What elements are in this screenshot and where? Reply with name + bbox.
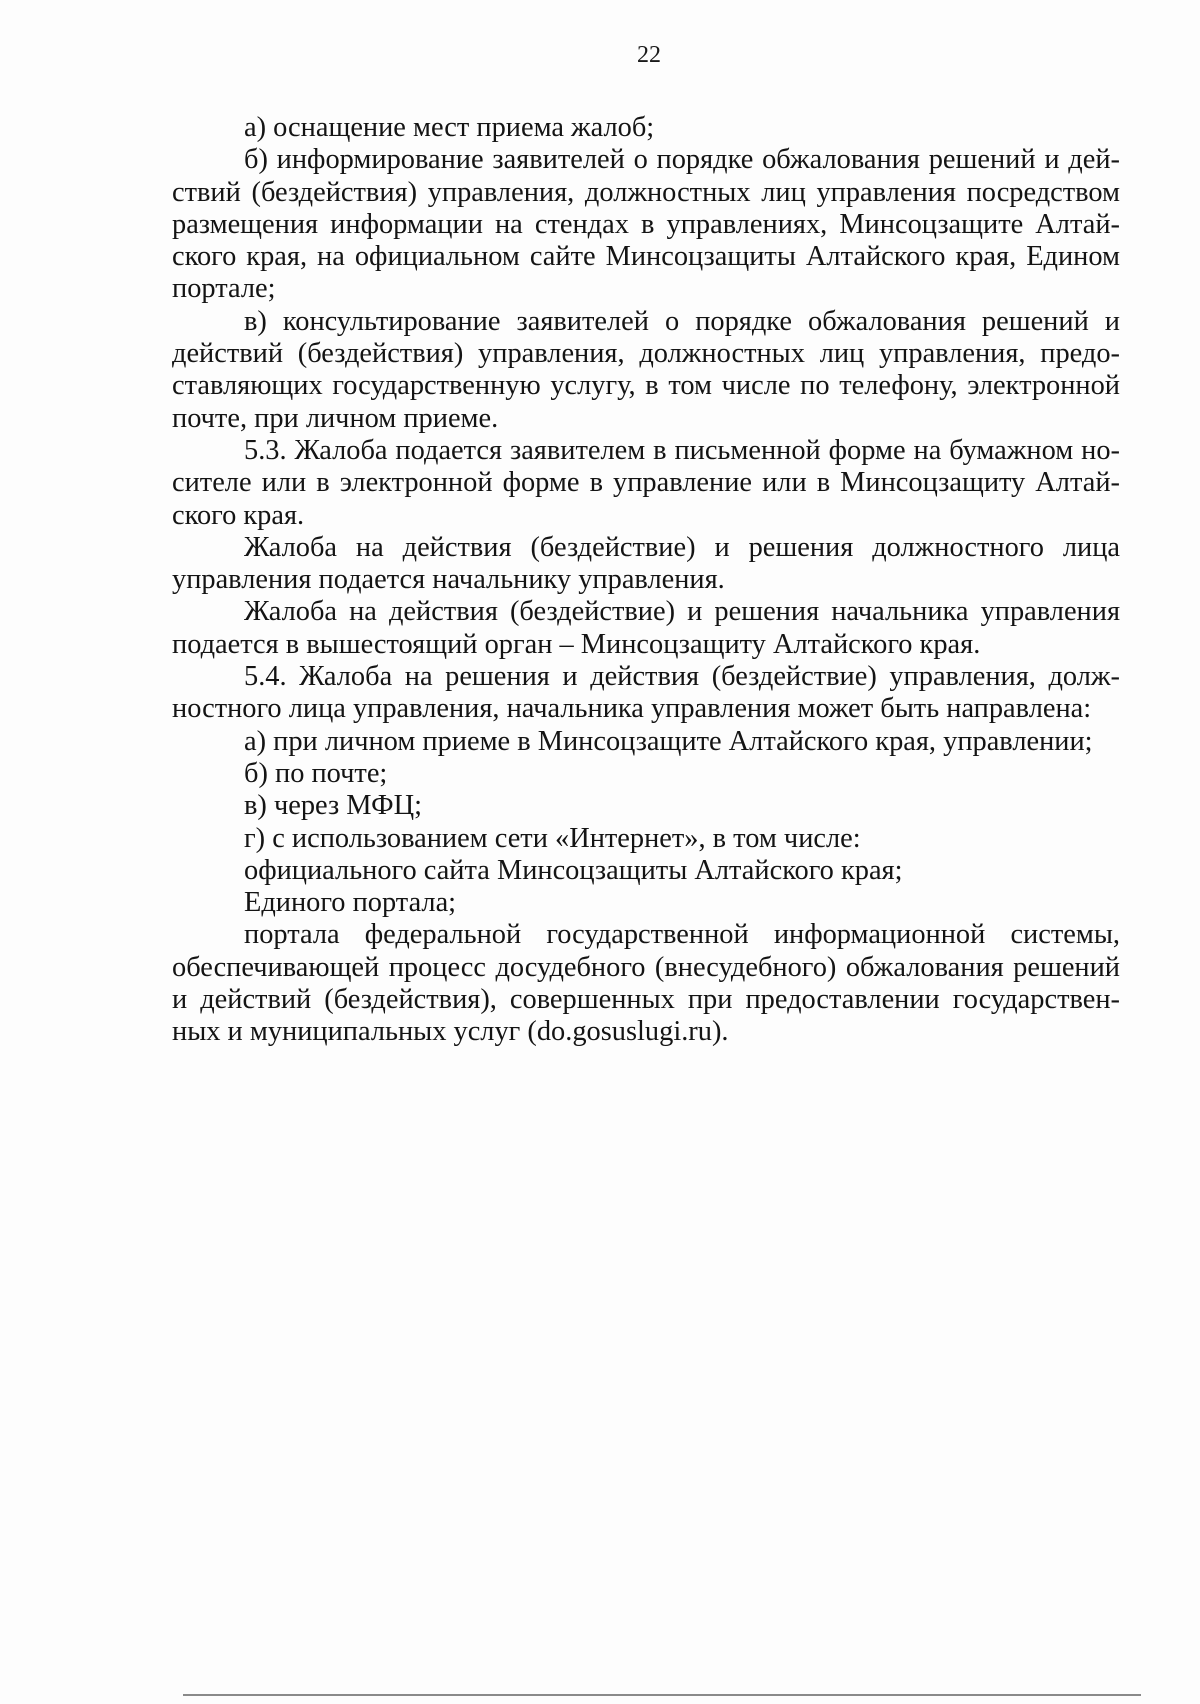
document-body <box>172 112 1120 1049</box>
list-item-unified-portal: Единого портала; <box>244 887 457 919</box>
list-item-federal-portal: портала федеральной государственной информационной системы, обеспечивающей процесс досудебного (внесудебного) обжалования решений и действий (бездействия), совершенных при предоставлении государственных и муниципальных услуг (do.gosuslugi.ru). <box>172 919 1120 1048</box>
paragraph-complaint-head: Жалоба на действия (бездействие) и решения начальника управления подается в вышестоящий орган – Минсоцзащиту Алтайского края. <box>172 596 1120 660</box>
bottom-scan-edge-line <box>183 1694 1141 1696</box>
paragraph-complaint-official: Жалоба на действия (бездействие) и решения должностного лица управления подается начальнику управления. <box>172 531 1120 596</box>
paragraph-consulting-applicants: в) консультирование заявителей о порядке обжалования решений и действий (бездействия) управления, должностных лиц управления, предоставляющих государственную услугу, в том числе по телефону, электронной почте, при личном приеме. <box>172 305 1120 434</box>
list-item-by-mail: б) по почте; <box>244 757 388 789</box>
list-item-personal-reception: а) при личном приеме в Минсоцзащите Алтайского края, управлении; <box>244 725 1093 757</box>
list-item-internet: г) с использованием сети «Интернет», в том числе: <box>244 822 861 854</box>
list-item-via-mfc: в) через МФЦ; <box>244 790 422 822</box>
paragraph-5-4-submission-ways: 5.4. Жалоба на решения и действия (бездействие) управления, должностного лица управления, начальника управления может быть направлена: <box>172 661 1120 725</box>
paragraph-equipping-complaint-places: а) оснащение мест приема жалоб; <box>244 112 655 143</box>
paragraph-informing-applicants: б) информирование заявителей о порядке обжалования решений и действий (бездействия) управления, должностных лиц управления посредством размещения информации на стендах в управлениях, Минсоцзащите Алтайского края, на официальном сайте Минсоцзащиты Алтайского края, Едином портале; <box>172 144 1120 305</box>
page-number: 22 <box>637 42 661 68</box>
list-item-official-site: официального сайта Минсоцзащиты Алтайского края; <box>244 854 903 886</box>
paragraph-5-3-complaint-form: 5.3. Жалоба подается заявителем в письменной форме на бумажном носителе или в электронной форме в управление или в Минсоцзащиту Алтайского края. <box>172 434 1120 531</box>
